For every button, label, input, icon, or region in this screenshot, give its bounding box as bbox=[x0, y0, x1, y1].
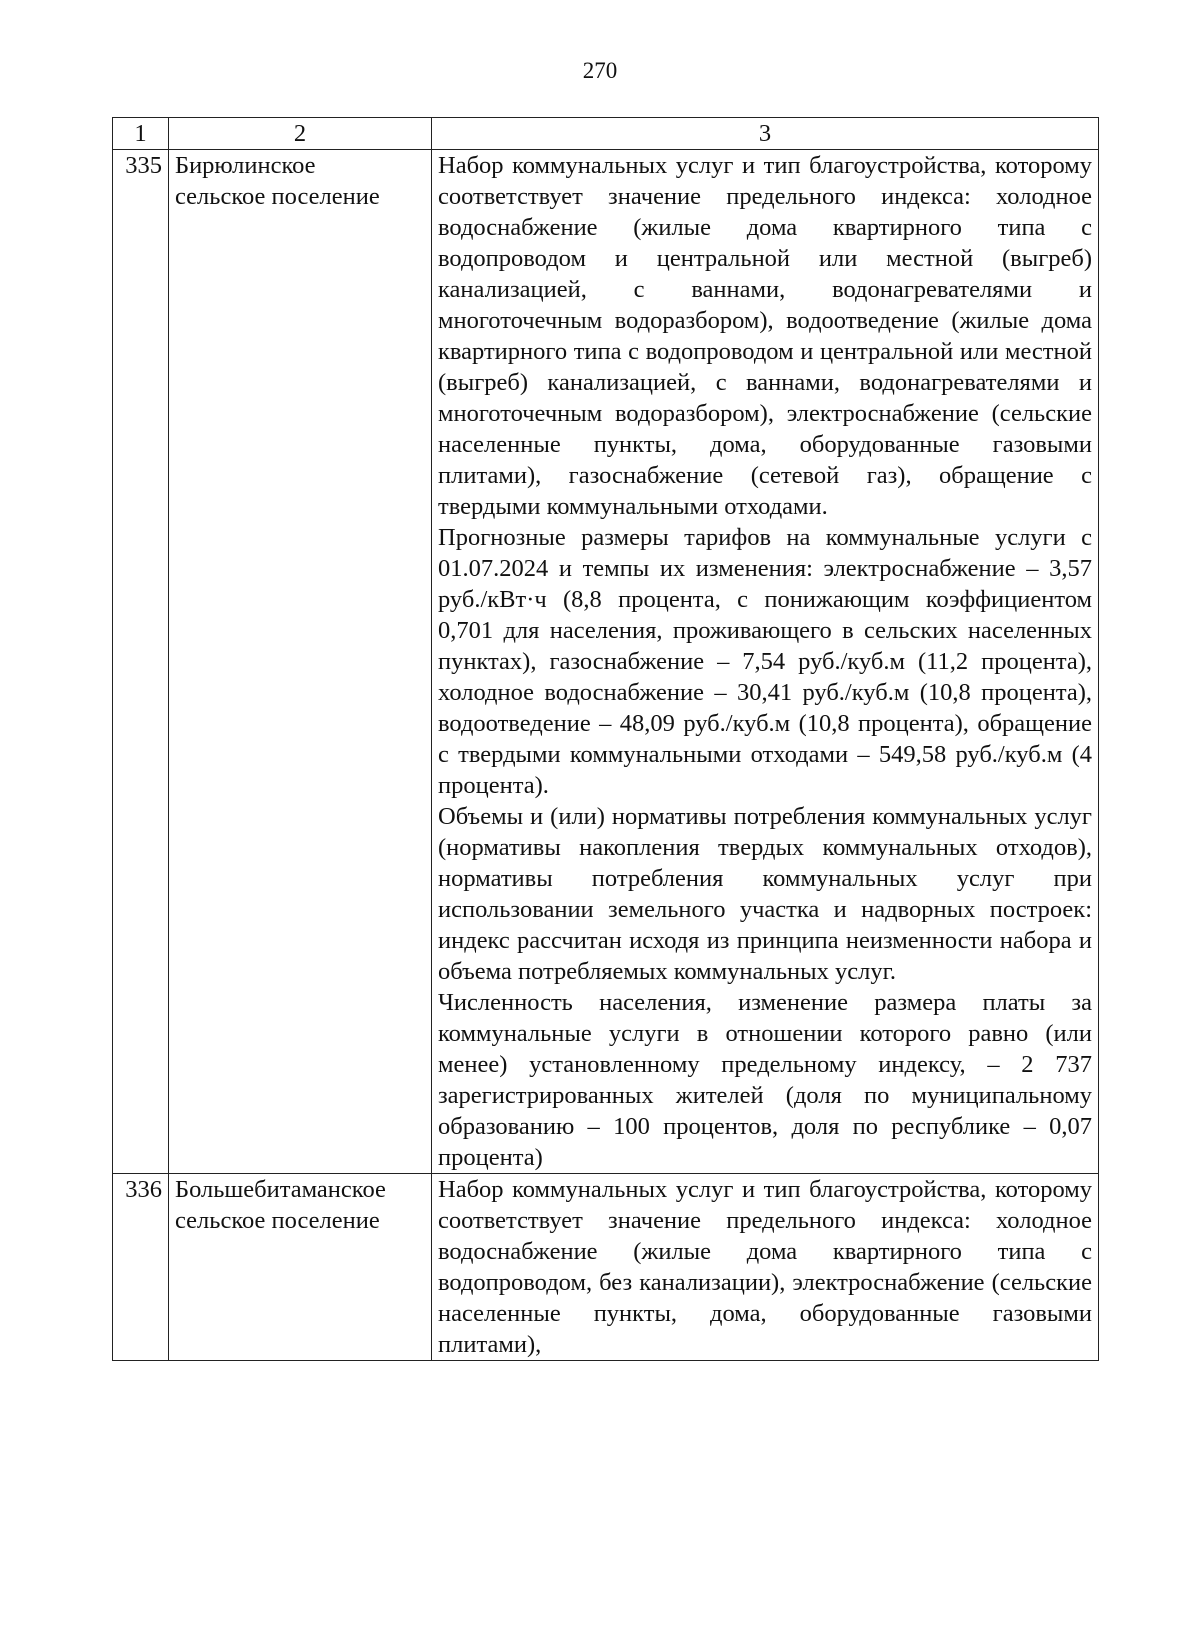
column-header-3: 3 bbox=[432, 118, 1099, 150]
settlement-name bbox=[169, 1174, 432, 1361]
description-paragraph: Набор коммунальных услуг и тип благоустройства, которому соответствует значение предельного индекса: холодное водоснабжение (жилые дома квартирного типа с водопроводом и центральной или местной (выгреб) канализацией, с ваннами, водонагревателями и многоточечным водоразбором), водоотведение (жилые дома квартирного типа с водопроводом и центральной или местной (выгреб) канализацией, с ваннами, водонагревателями и многоточечным водоразбором), электроснабжение (сельские населенные пункты, дома, оборудованные газовыми плитами), газоснабжение (сетевой газ), обращение с твердыми коммунальными отходами. bbox=[438, 152, 1092, 520]
description-paragraph: Прогнозные размеры тарифов на коммунальные услуги с 01.07.2024 и темпы их изменения: электроснабжение – 3,57 руб./кВт·ч (8,8 процента, с понижающим коэффициентом 0,701 для населения, проживающего в сельских населенных пунктах), газоснабжение – 7,54 руб./куб.м (11,2 процента), холодное водоснабжение – 30,41 руб./куб.м (10,8 процента), водоотведение – 48,09 руб./куб.м (10,8 процента), обращение с твердыми коммунальными отходами – 549,58 руб./куб.м (4 процента). bbox=[438, 524, 1092, 799]
column-header-2: 2 bbox=[169, 118, 432, 150]
description-paragraph: Набор коммунальных услуг и тип благоустройства, которому соответствует значение предельного индекса: холодное водоснабжение (жилые дома квартирного типа с водопроводом, без канализации), электроснабжение (сельские населенные пункты, дома, оборудованные газовыми плитами), bbox=[438, 1176, 1092, 1358]
settlement-name-line: Бирюлинское bbox=[175, 152, 316, 179]
description-paragraph: Численность населения, изменение размера платы за коммунальные услуги в отношении которого равно (или менее) установленному предельному индексу, – 2 737 зарегистрированных жителей (доля по муниципальному образованию – 100 процентов, доля по республике – 0,07 процента) bbox=[438, 989, 1092, 1171]
table-header-row bbox=[113, 118, 1099, 150]
table-row bbox=[113, 1174, 1099, 1361]
row-number: 335 bbox=[113, 150, 169, 1174]
settlement-name bbox=[169, 150, 432, 1174]
tariff-table bbox=[112, 117, 1099, 1361]
settlement-name-line: сельское поселение bbox=[175, 183, 380, 210]
row-number: 336 bbox=[113, 1174, 169, 1361]
description-cell bbox=[432, 1174, 1099, 1361]
settlement-name-line: сельское поселение bbox=[175, 1207, 380, 1234]
column-header-1: 1 bbox=[113, 118, 169, 150]
description-cell bbox=[432, 150, 1099, 1174]
page-number: 270 bbox=[582, 58, 618, 83]
description-paragraph: Объемы и (или) нормативы потребления коммунальных услуг (нормативы накопления твердых коммунальных отходов), нормативы потребления коммунальных услуг при использовании земельного участка и надворных построек: индекс рассчитан исходя из принципа неизменности набора и объема потребляемых коммунальных услуг. bbox=[438, 803, 1092, 985]
settlement-name-line: Большебитаманское bbox=[175, 1176, 386, 1203]
table-row bbox=[113, 150, 1099, 1174]
